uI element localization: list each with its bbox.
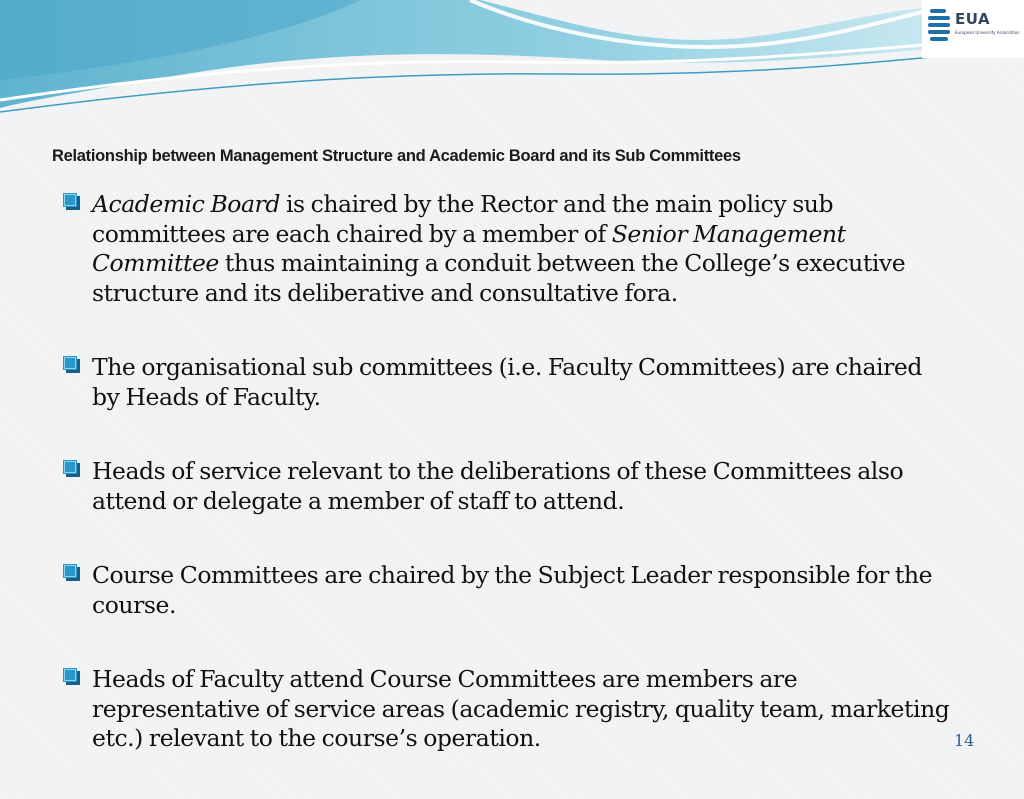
bullet-text [92,353,952,412]
square-bullet-icon [63,460,80,477]
bullet-item [62,353,952,412]
square-bullet-icon [63,564,80,581]
bullet-list [62,190,952,799]
bullet-text-italic: Academic Board [92,190,280,218]
bullet-text-part: is chaired by the Rector and the main policy sub committees are each chaired by a member of [92,190,834,248]
bullet-text-part: Course Committees are chaired by the Subject Leader responsible for the course. [92,561,933,619]
header-wave-decoration [0,0,1024,120]
page-number: 14 [954,731,975,750]
bullet-item [62,457,952,516]
bullet-text-part: The organisational sub committees (i.e. Faculty Committees) are chaired by Heads of Faculty. [92,353,922,411]
bullet-text-part: thus maintaining a conduit between the College’s executive structure and its deliberative and consultative fora. [92,249,906,307]
eua-globe-icon [928,7,952,47]
logo-subtitle: European University Association [955,30,1020,35]
bullet-item [62,190,952,308]
bullet-text-italic: Senior Management Committee [92,219,846,277]
bullet-text-part: Heads of Faculty attend Course Committees are members are representative of service areas (academic registry, quality team, marketing etc.) relevant to the course’s operation. [92,665,950,752]
logo-text: EUA [955,10,991,28]
bullet-item [62,561,952,620]
square-bullet-icon [63,668,80,685]
square-bullet-icon [63,193,80,210]
bullet-text [92,561,952,620]
square-bullet-icon [63,356,80,373]
bullet-text [92,457,952,516]
bullet-text [92,190,952,308]
bullet-text [92,665,952,754]
bullet-item [62,665,952,754]
bullet-text-part: Heads of service relevant to the deliberations of these Committees also attend or delegate a member of staff to attend. [92,457,904,515]
eua-logo [922,0,1024,58]
slide-title: Relationship between Management Structure and Academic Board and its Sub Committees [52,147,741,165]
